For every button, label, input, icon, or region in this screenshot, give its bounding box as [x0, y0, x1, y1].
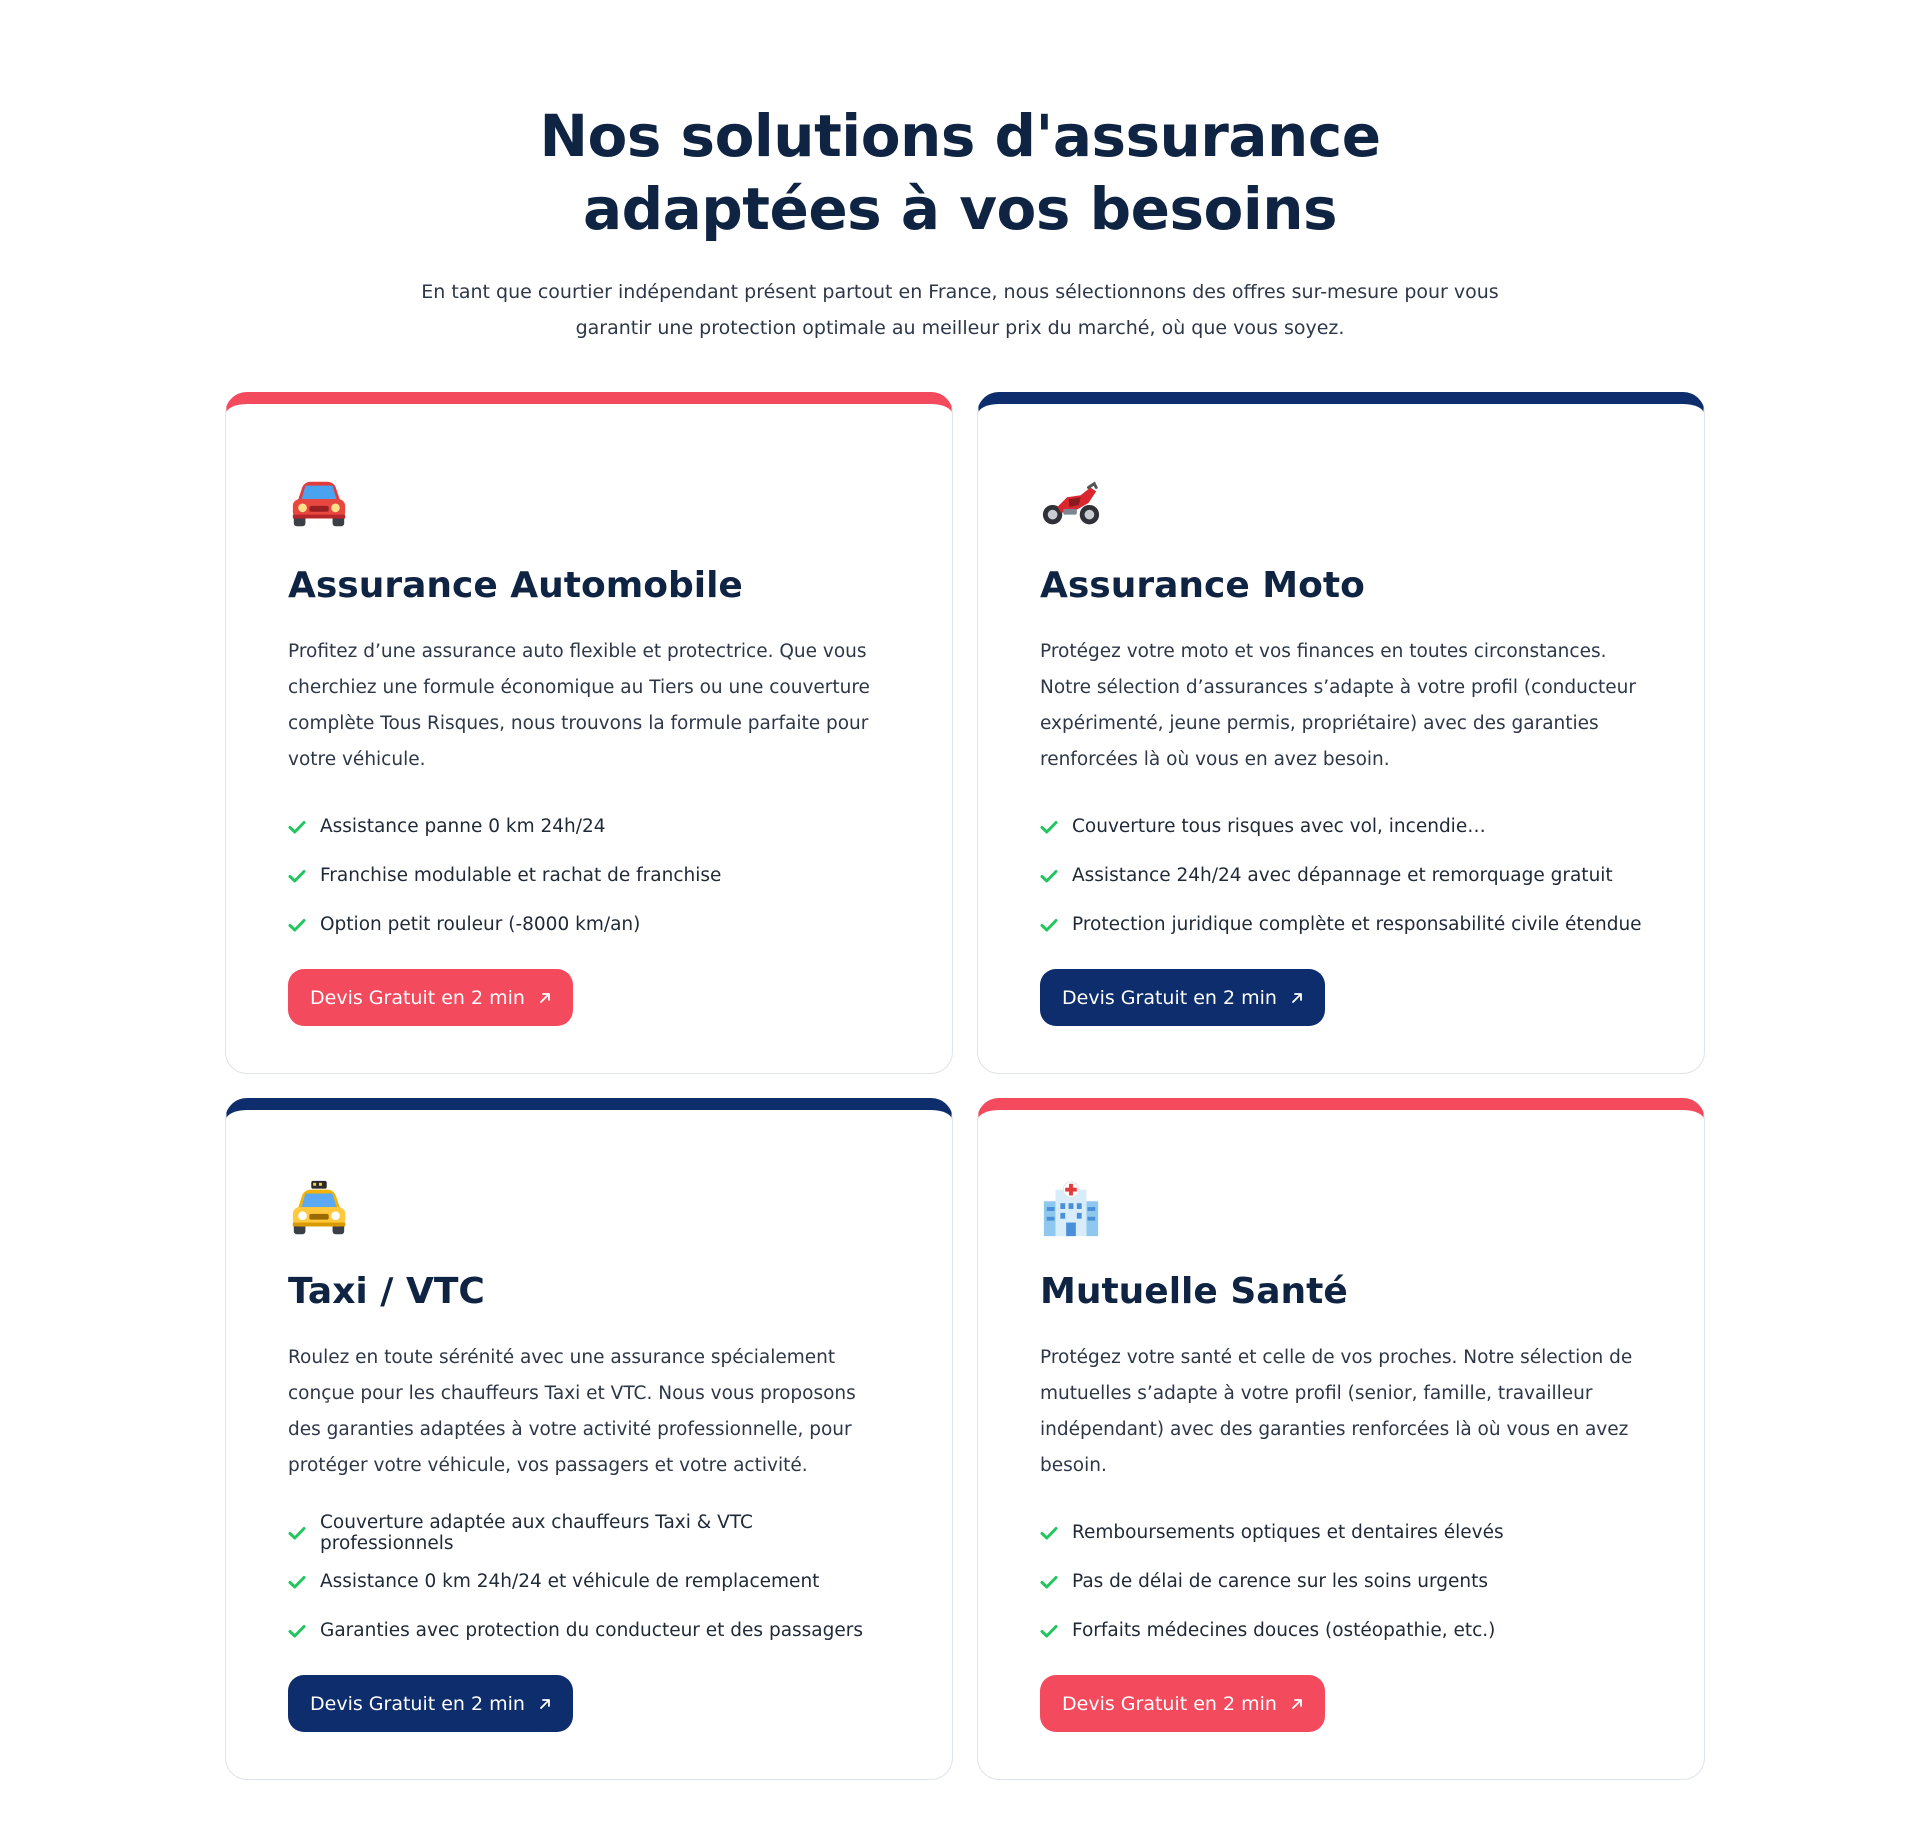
card-description: Profitez d’une assurance auto flexible et protectrice. Que vous cherchiez une formule économique au Tiers ou une couverture complète Tous Risques, nous trouvons la formule parfaite pour votre véhicule. [288, 641, 870, 770]
card-description: Protégez votre moto et vos finances en toutes circonstances. Notre sélection d’assurances s’adapte à votre profil (conducteur expérimenté, jeune permis, propriétaire) avec des garanties renforcées là où vous en avez besoin. [1040, 641, 1636, 770]
button-label: Devis Gratuit en 2 min [1062, 1692, 1277, 1715]
feature-text: Remboursements optiques et dentaires élevés [1072, 1522, 1504, 1543]
check-icon [288, 820, 306, 834]
feature-text: Assistance 24h/24 avec dépannage et remorquage gratuit [1072, 865, 1613, 886]
section-title-line-2: adaptées à vos besoins [582, 175, 1338, 243]
list-item [288, 1508, 890, 1557]
check-icon [1040, 820, 1058, 834]
feature-text: Protection juridique complète et responsabilité civile étendue [1072, 914, 1642, 935]
card-title: Taxi / VTC [288, 1271, 485, 1312]
arrow-up-right-icon [539, 1698, 551, 1710]
check-icon [1040, 1526, 1058, 1540]
list-item [288, 802, 890, 851]
feature-list [288, 802, 890, 949]
feature-text: Option petit rouleur (-8000 km/an) [320, 914, 641, 935]
feature-text: Forfaits médecines douces (ostéopathie, etc.) [1072, 1620, 1496, 1641]
feature-list [1040, 802, 1642, 949]
check-icon [288, 869, 306, 883]
list-item [1040, 1606, 1642, 1655]
card-mutuelle-sante [977, 1098, 1705, 1780]
button-label: Devis Gratuit en 2 min [1062, 986, 1277, 1009]
free-quote-button[interactable] [288, 969, 573, 1026]
section-header [0, 0, 1920, 346]
check-icon [1040, 1575, 1058, 1589]
check-icon [288, 1575, 306, 1589]
feature-list [1040, 1508, 1642, 1655]
button-label: Devis Gratuit en 2 min [310, 1692, 525, 1715]
list-item [1040, 802, 1642, 851]
check-icon [1040, 869, 1058, 883]
card-assurance-moto [977, 392, 1705, 1074]
free-quote-button[interactable] [1040, 1675, 1325, 1732]
button-label: Devis Gratuit en 2 min [310, 986, 525, 1009]
check-icon [288, 918, 306, 932]
feature-text: Couverture tous risques avec vol, incendie… [1072, 816, 1486, 837]
feature-text: Assistance panne 0 km 24h/24 [320, 816, 606, 837]
feature-text: Franchise modulable et rachat de franchise [320, 865, 722, 886]
feature-text: Garanties avec protection du conducteur et des passagers [320, 1620, 864, 1641]
list-item [288, 1606, 890, 1655]
list-item [1040, 1557, 1642, 1606]
arrow-up-right-icon [1291, 1698, 1303, 1710]
feature-text: Pas de délai de carence sur les soins urgents [1072, 1571, 1489, 1592]
cards-grid [225, 392, 1705, 1780]
arrow-up-right-icon [539, 992, 551, 1004]
check-icon [1040, 1624, 1058, 1638]
section-subtitle-line-1: En tant que courtier indépendant présent partout en France, nous sélectionnons des offres sur-mesure pour vous [421, 281, 1499, 303]
list-item [1040, 851, 1642, 900]
check-icon [288, 1624, 306, 1638]
list-item [288, 851, 890, 900]
taxi-icon [288, 1178, 350, 1240]
list-item [1040, 900, 1642, 949]
card-title: Assurance Moto [1040, 565, 1365, 606]
section-title-line-1: Nos solutions d'assurance [539, 102, 1381, 170]
list-item [288, 900, 890, 949]
card-taxi-vtc [225, 1098, 953, 1780]
section-subtitle [420, 274, 1500, 346]
check-icon [288, 1526, 306, 1540]
card-assurance-automobile [225, 392, 953, 1074]
list-item [288, 1557, 890, 1606]
arrow-up-right-icon [1291, 992, 1303, 1004]
section-subtitle-line-2: garantir une protection optimale au meilleur prix du marché, où que vous soyez. [575, 317, 1345, 339]
card-title: Assurance Automobile [288, 565, 743, 606]
feature-text: Assistance 0 km 24h/24 et véhicule de remplacement [320, 1571, 820, 1592]
check-icon [1040, 918, 1058, 932]
free-quote-button[interactable] [288, 1675, 573, 1732]
feature-text: Couverture adaptée aux chauffeurs Taxi & VTC professionnels [320, 1511, 753, 1554]
feature-list [288, 1508, 890, 1655]
hospital-icon [1040, 1178, 1102, 1240]
card-title: Mutuelle Santé [1040, 1271, 1348, 1312]
list-item [1040, 1508, 1642, 1557]
section-title [0, 100, 1920, 246]
car-icon [288, 472, 350, 534]
motorcycle-icon [1040, 472, 1102, 534]
card-description: Roulez en toute sérénité avec une assurance spécialement conçue pour les chauffeurs Taxi et VTC. Nous vous proposons des garanties adaptées à votre activité professionnelle, pour protéger votre véhicule, vos passagers et votre activité. [288, 1347, 856, 1476]
free-quote-button[interactable] [1040, 969, 1325, 1026]
card-description: Protégez votre santé et celle de vos proches. Notre sélection de mutuelles s’adapte à votre profil (senior, famille, travailleur indépendant) avec des garanties renforcées là où vous en avez besoin. [1040, 1347, 1633, 1476]
